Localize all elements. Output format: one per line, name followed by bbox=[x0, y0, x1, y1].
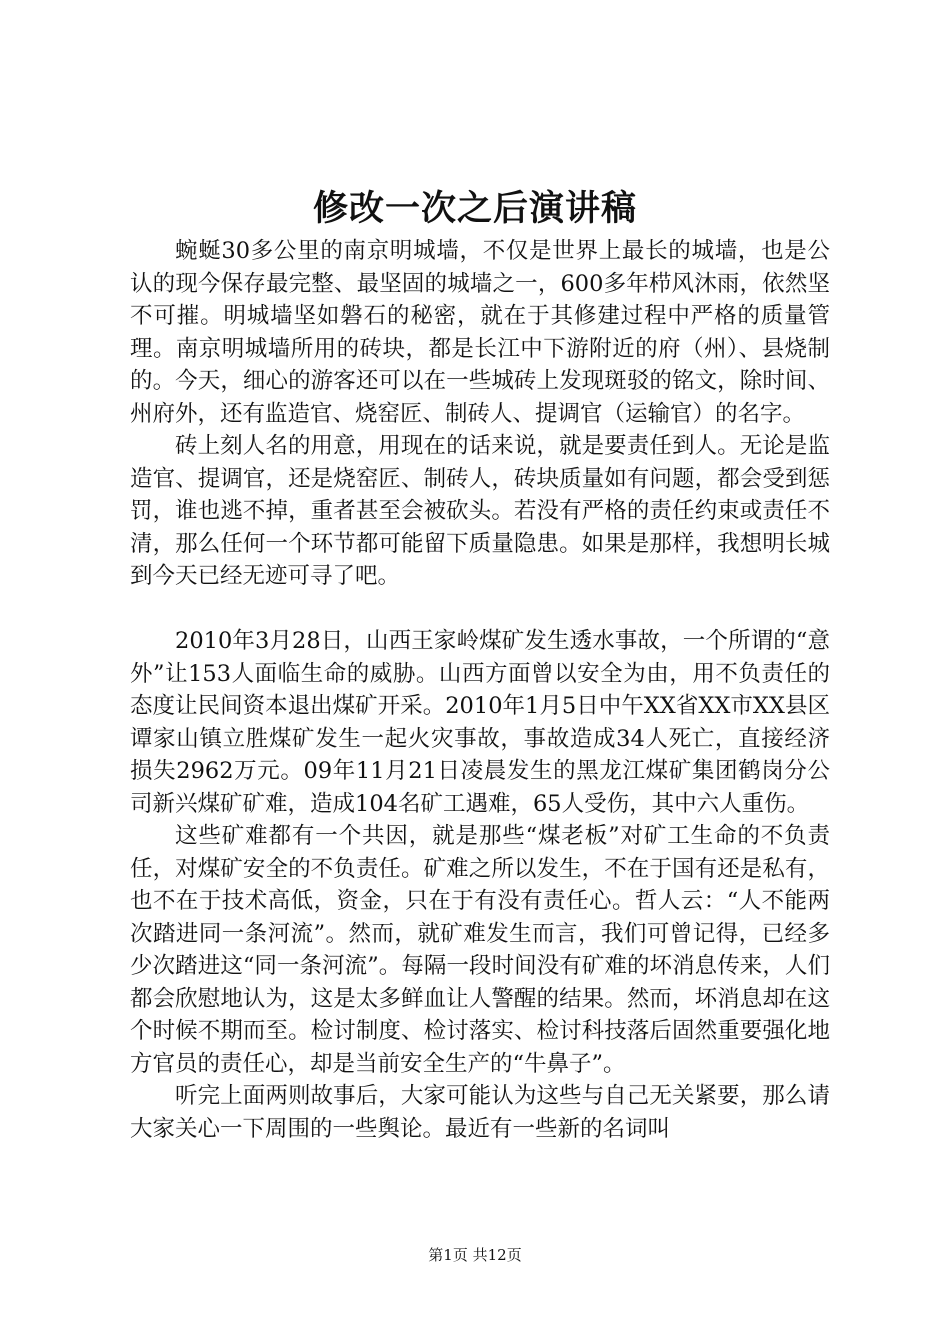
document-body bbox=[130, 235, 830, 1145]
paragraph-public-opinion: 听完上面两则故事后，大家可能认为这些与自己无关紧要，那么请大家关心一下周围的一些舆论。最近有一些新的名词叫 bbox=[130, 1083, 830, 1142]
paragraph-mine-accidents: 2010年3月28日，山西王家岭煤矿发生透水事故，一个所谓的“意外”让153人面临生命的威胁。山西方面曾以安全为由，用不负责任的态度让民间资本退出煤矿开采。2010年1月5日中午XX省XX市XX县区谭家山镇立胜煤矿发生一起火灾事故，事故造成34人死亡，直接经济损失2962万元。09年11月21日凌晨发生的黑龙江煤矿集团鹤岗分公司新兴煤矿矿难，造成104名矿工遇难，65人受伤，其中六人重伤。 bbox=[130, 628, 830, 817]
paragraph-responsibility: 砖上刻人名的用意，用现在的话来说，就是要责任到人。无论是监造官、提调官，还是烧窑匠、制砖人，砖块质量如有问题，都会受到惩罚，谁也逃不掉，重者甚至会被砍头。若没有严格的责任约束或责任不清，那么任何一个环节都可能留下质量隐患。如果是那样，我想明长城到今天已经无迹可寻了吧。 bbox=[130, 433, 830, 589]
page-title: 修改一次之后演讲稿 bbox=[312, 188, 637, 229]
paragraph-common-cause: 这些矿难都有一个共因，就是那些“煤老板”对矿工生命的不负责任，对煤矿安全的不负责任。矿难之所以发生，不在于国有还是私有，也不在于技术高低，资金，只在于有没有责任心。哲人云：“人不能两次踏进同一条河流”。然而，就矿难发生而言，我们可曾记得，已经多少次踏进这“同一条河流”。每隔一段时间没有矿难的坏消息传来，人们都会欣慰地认为，这是太多鲜血让人警醒的结果。然而，坏消息却在这个时候不期而至。检讨制度、检讨落实、检讨科技落后固然重要强化地方官员的责任心，却是当前安全生产的“牛鼻子”。 bbox=[130, 823, 830, 1077]
paragraph-gap bbox=[130, 593, 830, 626]
paragraph-city-wall: 蜿蜒30多公里的南京明城墙，不仅是世界上最长的城墙，也是公认的现今保存最完整、最坚固的城墙之一，600多年栉风沐雨，依然坚不可摧。明城墙坚如磐石的秘密，就在于其修建过程中严格的质量管理。南京明城墙所用的砖块，都是长江中下游附近的府（州）、县烧制的。今天，细心的游客还可以在一些城砖上发现斑驳的铭文，除时间、州府外，还有监造官、烧窑匠、制砖人、提调官（运输官）的名字。 bbox=[130, 238, 830, 427]
page-number-footer: 第1页 共12页 bbox=[428, 1246, 522, 1264]
